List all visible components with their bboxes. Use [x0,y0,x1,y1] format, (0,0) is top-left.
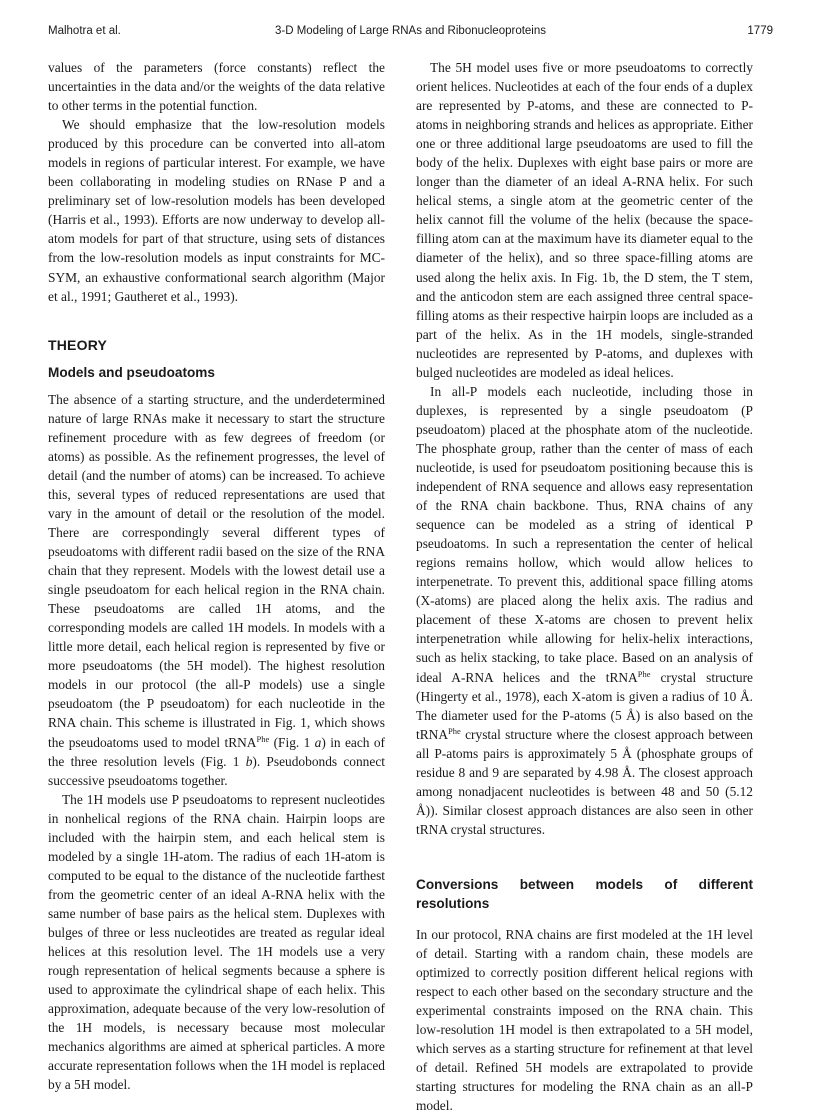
right-column [416,58,753,1115]
left-column [48,58,385,1094]
subsection-heading-conversions: Conversions between models of different resolutions [416,876,753,911]
paragraph: The absence of a starting structure, and the underdetermined nature of large RNAs make it necessary to start the structure refinement procedure with as few degrees of freedom (or atoms) as possible. As the refinement progresses, the level of detail (and the number of atoms) can be increased. To achieve this, several types of reduced representations are used that vary in the amount of detail or the resolution of the model. There are correspondingly several different types of pseudoatoms with different radii based on the size of the RNA chain that they represent. Models with the lowest detail use a single pseudoatom for each helical region in the RNA chain. These pseudoatoms are called 1H atoms, and the corresponding models are called 1H models. In models with a little more detail, each helical region is represented by five or more pseudoatoms (the 5H model). The highest resolution models in our protocol (the all-P models) use a single pseudoatom (the P pseudoatom) for each nucleotide in the RNA chain. This scheme is illustrated in Fig. 1, which shows the pseudoatoms used to model tRNA$^{Phe}$ (Fig. 1 a) in each of the three resolution levels (Fig. 1 b). Pseudobonds connect successive pseudoatoms together. [48,391,385,788]
section-heading-theory: THEORY [48,336,108,353]
running-header [48,25,773,45]
header-title: 3-D Modeling of Large RNAs and Ribonucleoproteins [274,25,547,37]
paragraph: In all-P models each nucleotide, including those in duplexes, is represented by a single pseudoatom (P pseudoatom) placed at the phosphate atom of the nucleotide. The phosphate group, rather than the center of mass of each nucleotide, is used for pseudoatom positioning because this is independent of RNA sequence and allows easy representation of the RNA chain backbone. Thus, RNA chains of any sequence can be modeled as a string of identical P pseudoatoms. In such a representation the center of helical regions remains hollow, which would allow helices to interpenetrate. To prevent this, additional space filling atoms (X-atoms) are placed along the helix axis. The radius and placement of these X-atoms are chosen to prevent helix interpenetration while allowing for helix-helix interactions, such as helix stacking, to take place. Based on an analysis of ideal A-RNA helices and the tRNA$^{Phe}$ crystal structure (Hingerty et al., 1978), each X-atom is given a radius of 10 Å. The diameter used for the P-atoms (5 Å) is also based on the tRNA$^{Phe}$ crystal structure where the closest approach between all P-atoms pairs is approximately 5 Å (phosphate groups of residue 8 and 9 are separated by 4.98 Å. The closest approach among nonadjacent nucleotides is between 48 and 50 (5.12 Å)). Similar closest approach distances are also seen in other tRNA crystal structures. [416,383,753,837]
paragraph: In our protocol, RNA chains are first modeled at the 1H level of detail. Starting with a random chain, these models are optimized to correctly position different helical regions with respect to each other based on the secondary structure and the experimental constraints imposed on the RNA chain. This low-resolution 1H model is then extrapolated to a 5H model, which serves as a starting structure for refinement at that level of detail. Refined 5H models are extrapolated to provide starting structures for modeling the RNA chain as an all-P model. [416,926,753,1114]
header-authors: Malhotra et al. [48,25,121,37]
paragraph: The 5H model uses five or more pseudoatoms to correctly orient helices. Nucleotides at each of the four ends of a duplex are represented by P-atoms, and these are connected to P-atoms in neighboring strands and helices as appropriate. Either one or three additional large pseudoatoms are used to fill the body of the helix. Duplexes with eight base pairs or more are longer than the diameter of an ideal A-RNA helix. For such helical stems, a single atom at the geometric center of the helix cannot fill the volume of the helix (because the space-filling atom can at the maximum have its diameter equal to the diameter of the helix), and so three space-filling atoms are used along the helix axis. In Fig. 1b, the D stem, the T stem, and the anticodon stem are each assigned three central space-filling atoms as their respective hairpin loops are included as a part of the helix. As in the 1H models, single-stranded nucleotides are represented by P-atoms, and duplexes with bulged nucleotides are modeled as ideal helices. [416,60,753,380]
paragraph: We should emphasize that the low-resolution models produced by this procedure can be converted into all-atom models in regions of particular interest. For example, we have been collaborating in modeling studies on RNase P and a preliminary set of low-resolution models has been developed (Harris et al., 1993). Efforts are now underway to develop all-atom models for part of that structure, using sets of distances from the low-resolution models as input constraints for MC-SYM, an exhaustive conformational search algorithm (Major et al., 1991; Gautheret et al., 1993). [48,117,385,304]
subsection-heading-models: Models and pseudoatoms [48,364,215,380]
paragraph: The 1H models use P pseudoatoms to represent nucleotides in nonhelical regions of the RNA chain. Hairpin loops are included with the hairpin stem, and each helical stem is modeled by a single 1H-atom. The radius of each 1H-atom is computed to be equal to the distance of the nucleotide farthest from the geometric center of an ideal A-RNA helix with the same number of base pairs as the helical stem. Duplexes with bulges of three or less nucleotides are treated as regular ideal helices at this resolution level. The 1H models use a very rough representation of helical segments because a sphere is used to approximate the cylindrical shape of each helix. This approximation, adequate because of the very low-resolution of the 1H models, is necessary because most molecular mechanics algorithms are aimed at spherical particles. A more accurate representation follows when the 1H model is replaced by a 5H model. [48,791,385,1093]
paragraph: values of the parameters (force constants) reflect the uncertainties in the data and/or the weights of the data relative to other terms in the potential function. [48,60,385,114]
page-number: 1779 [747,25,773,37]
